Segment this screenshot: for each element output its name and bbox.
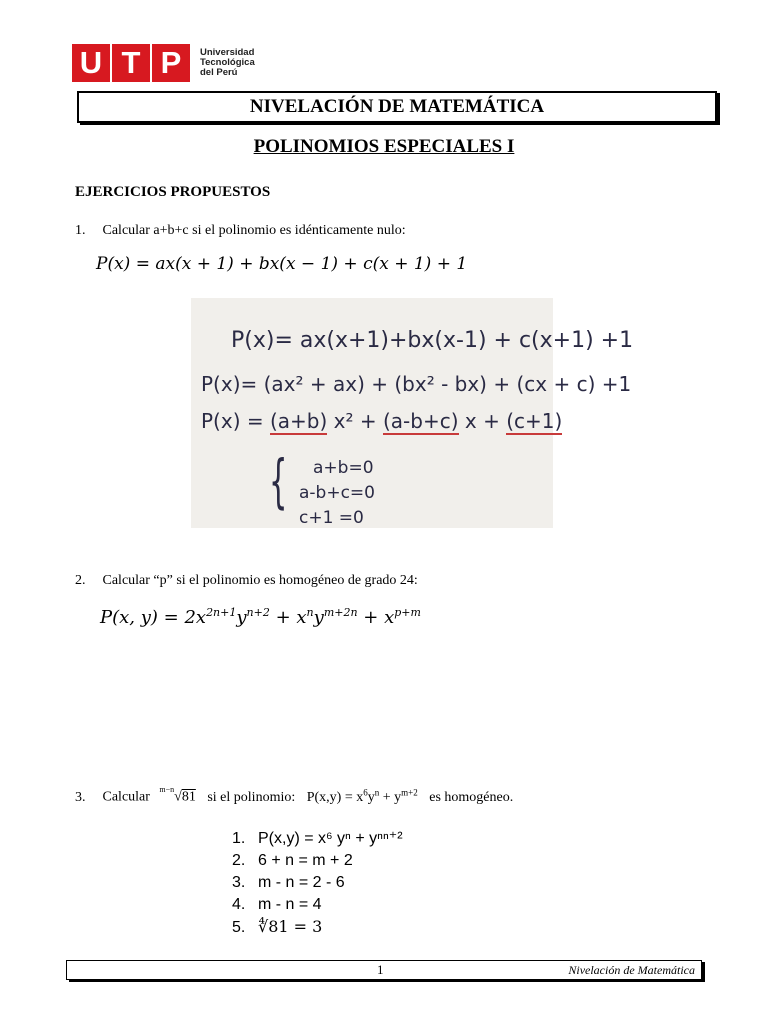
exercise-number: 1. bbox=[75, 223, 86, 238]
logo-university-name: Universidad Tecnológica del Perú bbox=[200, 47, 255, 78]
exercise-2-formula: P(x, $y) = 2x^{2n+1}y^{n+2} + x^ny^{m+2n} + x^{p+m}$ bbox=[100, 606, 421, 628]
list-item: 4. m - n = 4 bbox=[232, 896, 322, 913]
equation: a-b+c=0 bbox=[299, 483, 375, 503]
header-title: NIVELACIÓN DE MATEMÁTICA bbox=[249, 96, 545, 117]
handwritten-line-2: P(x)= (ax² + ax) + (bx² - bx) + (cx + c) +1 bbox=[201, 372, 632, 396]
underlined-term: (a-b+c) bbox=[383, 409, 459, 433]
exercise-text: Calcular bbox=[102, 789, 150, 805]
underlined-term: (a+b) bbox=[269, 409, 328, 433]
exercise-2 bbox=[75, 573, 418, 589]
equation: c+1 =0 bbox=[299, 508, 364, 528]
document-subtitle: POLINOMIOS ESPECIALES I bbox=[253, 136, 515, 157]
solution-steps bbox=[232, 828, 403, 939]
list-item: 2. 6 + n = m + 2 bbox=[232, 852, 353, 869]
section-heading: EJERCICIOS PROPUESTOS bbox=[75, 184, 271, 200]
list-item: 3. m - n = 2 - 6 bbox=[232, 874, 345, 891]
handwritten-line-1: P(x)= ax(x+1)+bx(x-1) + c(x+1) +1 bbox=[231, 328, 634, 353]
root-index: m−n bbox=[159, 785, 175, 794]
exercise-3-polynomial: $P(x,y) = x^6y^n + y^{m+2}$ bbox=[306, 787, 418, 805]
radicand: 81 bbox=[181, 789, 196, 805]
logo-letter-t: T bbox=[112, 44, 150, 82]
radical-expression: $^{m-n}$√81 bbox=[159, 785, 196, 805]
page-footer bbox=[66, 960, 702, 980]
exercise-1 bbox=[75, 223, 406, 239]
header-banner bbox=[77, 91, 717, 123]
equation: a+b=0 bbox=[313, 458, 374, 478]
exercise-text: si el polinomio: bbox=[207, 789, 296, 805]
logo-letter-u: U bbox=[72, 44, 110, 82]
exercise-3 bbox=[75, 787, 513, 806]
list-item: 1. P(x,y) = x⁶ yⁿ + yⁿⁿ⁺² bbox=[232, 830, 403, 847]
exercise-text: Calcular a+b+c si el polinomio es idénticamente nulo: bbox=[102, 223, 406, 238]
equation-system bbox=[299, 456, 375, 531]
utp-logo bbox=[72, 44, 255, 82]
exercise-text: Calcular “p” si el polinomio es homogéneo de grado 24: bbox=[102, 573, 418, 588]
exercise-1-formula: P(x) = ax(x + 1) + bx(x − 1) + c(x + 1) + 1 bbox=[96, 254, 468, 274]
page-number: 1 bbox=[377, 962, 384, 977]
underlined-term: (c+1) bbox=[506, 409, 563, 433]
system-brace: { bbox=[269, 447, 288, 515]
exercise-number: 3. bbox=[75, 789, 86, 805]
list-item: 5. ∜81 = 3 bbox=[232, 917, 323, 936]
exercise-number: 2. bbox=[75, 573, 86, 588]
exercise-text: es homogéneo. bbox=[429, 789, 514, 805]
footer-title: Nivelación de Matemática bbox=[568, 963, 695, 977]
handwritten-line-3: P(x) = (a+b) x² + (a-b+c) x + (c+1) bbox=[201, 409, 563, 433]
logo-letter-p: P bbox=[152, 44, 190, 82]
handwritten-solution-photo bbox=[191, 298, 634, 528]
